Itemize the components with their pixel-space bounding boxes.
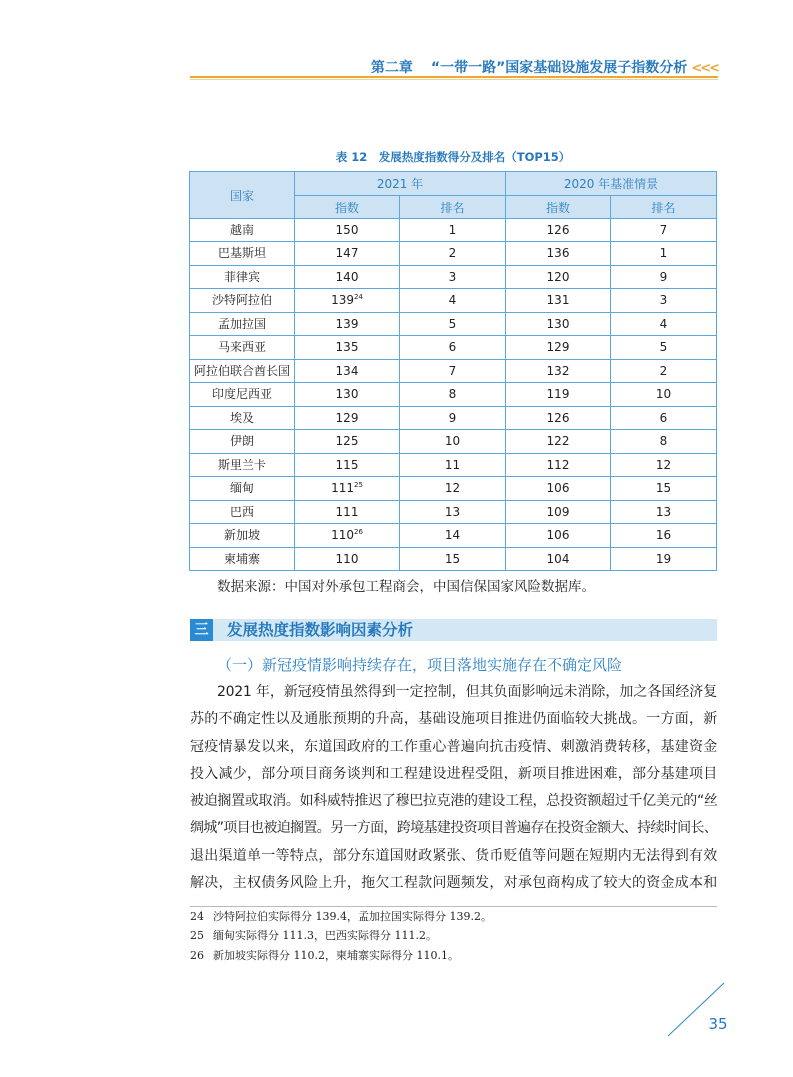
country-cell	[190, 548, 294, 570]
section-number: 三	[190, 619, 213, 641]
rank-2020-cell	[611, 266, 716, 288]
page-number: 35	[708, 1015, 728, 1033]
index-2020-value: 109	[546, 504, 570, 519]
index-2020-value: 132	[546, 363, 570, 378]
country-cell	[190, 219, 294, 241]
index-2020-value: 119	[546, 387, 570, 402]
rank-2020-value: 1	[659, 246, 668, 261]
index-2020-value: 112	[546, 457, 570, 472]
index-2021-value: 111	[331, 481, 354, 496]
index-2021-value: 140	[335, 269, 359, 284]
index-2020-cell	[506, 477, 610, 499]
paragraph-line: 冠疫情暴发以来，东道国政府的工作重心普遍向抗击疫情、刺激消费转移，基建资金	[190, 738, 717, 755]
index-2020-cell	[506, 242, 610, 264]
rank-2020-cell	[611, 407, 716, 429]
country-cell	[190, 242, 294, 264]
country-value: 缅甸	[229, 481, 254, 496]
index-2021-value: 139	[331, 293, 354, 308]
rank-2020-value: 7	[659, 223, 668, 237]
ranking-table	[189, 171, 717, 571]
rank-2021-cell	[400, 383, 505, 405]
data-source-note: 数据来源：中国对外承包工程商会，中国信保国家风险数据库。	[217, 579, 595, 595]
rank-2021-value: 11	[444, 457, 461, 472]
footnote-number: 26	[190, 948, 204, 962]
paragraph-line: 2021 年，新冠疫情虽然得到一定控制，但其负面影响远未消除，加之各国经济复	[217, 684, 717, 700]
rank-2021-cell	[400, 336, 505, 358]
index-2020-value: 106	[546, 481, 570, 496]
header-rank-2020: 排名	[611, 196, 716, 218]
rank-2021-cell	[400, 501, 505, 523]
paragraph-line: 解决，主权债务风险上升，拖欠工程款问题频发，对承包商构成了较大的资金成本和	[190, 875, 717, 892]
rank-2021-cell	[400, 548, 505, 570]
index-2021-value: 147	[335, 246, 359, 261]
country-value: 巴基斯坦	[217, 246, 266, 261]
rank-2021-cell	[400, 407, 505, 429]
footnote	[190, 907, 717, 926]
index-2021-cell	[295, 524, 399, 546]
country-value: 伊朗	[229, 434, 254, 449]
section-title: 发展热度指数影响因素分析	[227, 621, 414, 639]
running-header	[190, 58, 718, 78]
rank-2020-value: 13	[655, 504, 672, 519]
section-heading-bar	[213, 619, 717, 641]
country-value: 新加坡	[223, 528, 260, 543]
country-value: 沙特阿拉伯	[211, 293, 272, 308]
rank-2020-cell	[611, 219, 716, 241]
footnote	[190, 926, 717, 945]
rank-2020-value: 8	[659, 434, 668, 449]
index-2021-value: 134	[335, 363, 359, 378]
chapter-title: “一带一路”国家基础设施发展子指数分析	[430, 60, 688, 76]
index-2021-cell	[295, 454, 399, 476]
index-2021-cell	[295, 407, 399, 429]
index-2021-cell	[295, 430, 399, 452]
subsection-title: （一）新冠疫情影响持续存在，项目落地实施存在不确定风险	[217, 656, 623, 674]
index-2020-value: 131	[546, 293, 570, 308]
paragraph-line: 被迫搁置或取消。如科威特推迟了穆巴拉克港的建设工程，总投资额超过千亿美元的“丝	[190, 793, 717, 810]
rank-2020-cell	[611, 289, 716, 311]
index-2020-cell	[506, 336, 610, 358]
index-2020-cell	[506, 360, 610, 382]
rank-2020-cell	[611, 336, 716, 358]
index-2021-value: 129	[335, 410, 359, 425]
country-value: 越南	[229, 223, 254, 237]
country-cell	[190, 430, 294, 452]
index-2020-cell	[506, 524, 610, 546]
rank-2021-value: 7	[448, 363, 457, 378]
country-cell	[190, 501, 294, 523]
index-2021-value: 110	[335, 551, 359, 566]
rank-2020-cell	[611, 501, 716, 523]
index-2020-cell	[506, 313, 610, 335]
index-2021-cell	[295, 289, 399, 311]
header-2020-baseline: 2020 年基准情景	[506, 172, 716, 195]
rank-2021-cell	[400, 524, 505, 546]
index-2021-value: 125	[335, 434, 359, 449]
rank-2021-cell	[400, 360, 505, 382]
rank-2020-cell	[611, 242, 716, 264]
index-2021-cell	[295, 360, 399, 382]
rank-2021-cell	[400, 477, 505, 499]
footnote-text: 新加坡实际得分 110.2，柬埔寨实际得分 110.1。	[213, 948, 459, 962]
rank-2020-value: 5	[659, 340, 668, 355]
paragraph-line: 退出渠道单一等特点，部分东道国财政紧张、货币贬值等问题在短期内无法得到有效	[190, 847, 717, 864]
body-paragraph	[190, 679, 717, 897]
rank-2020-cell	[611, 430, 716, 452]
index-2020-value: 129	[546, 340, 570, 355]
index-2020-cell	[506, 266, 610, 288]
footnotes	[190, 907, 717, 965]
index-2020-value: 126	[546, 410, 570, 425]
country-value: 孟加拉国	[217, 316, 266, 331]
table-caption: 表 12 发展热度指数得分及排名（TOP15）	[335, 150, 571, 164]
rank-2020-cell	[611, 477, 716, 499]
rank-2021-value: 9	[448, 410, 457, 425]
rank-2021-value: 6	[448, 340, 457, 355]
footnote-text: 缅甸实际得分 111.3，巴西实际得分 111.2。	[213, 929, 437, 943]
index-2020-cell	[506, 289, 610, 311]
index-2020-value: 136	[546, 246, 570, 261]
rank-2020-value: 10	[655, 387, 672, 402]
rank-2020-cell	[611, 524, 716, 546]
index-2021-value: 150	[335, 223, 359, 237]
rank-2021-cell	[400, 289, 505, 311]
rank-2020-value: 4	[659, 316, 668, 331]
index-2021-cell	[295, 548, 399, 570]
footnote-ref: 24	[353, 293, 363, 302]
country-cell	[190, 454, 294, 476]
rank-2021-value: 10	[444, 434, 461, 449]
country-value: 巴西	[229, 504, 254, 519]
rank-2021-cell	[400, 266, 505, 288]
rank-2021-value: 8	[448, 387, 457, 402]
country-cell	[190, 383, 294, 405]
paragraph-line: 绸城”项目也被迫搁置。另一方面，跨境基建投资项目普遍存在投资金额大、持续时间长、	[190, 820, 717, 837]
index-2021-value: 110	[331, 528, 354, 543]
rank-2021-value: 4	[448, 293, 457, 308]
country-value: 斯里兰卡	[217, 457, 266, 472]
rank-2020-value: 9	[659, 269, 668, 284]
footnote-number: 24	[190, 910, 204, 923]
rank-2021-cell	[400, 454, 505, 476]
rank-2020-cell	[611, 548, 716, 570]
header-rank-2021: 排名	[400, 196, 505, 218]
index-2021-value: 135	[335, 340, 359, 355]
chevron-left-triple-icon: <<<	[691, 61, 718, 76]
header-index-2020: 指数	[506, 196, 610, 218]
country-value: 阿拉伯联合酋长国	[193, 363, 290, 378]
rank-2021-cell	[400, 313, 505, 335]
rank-2021-value: 5	[448, 316, 457, 331]
country-cell	[190, 266, 294, 288]
rank-2020-value: 15	[655, 481, 672, 496]
header-rule-secondary	[190, 79, 718, 80]
rank-2021-cell	[400, 219, 505, 241]
rank-2021-value: 15	[444, 551, 461, 566]
index-2021-value: 130	[335, 387, 359, 402]
footnote-ref: 26	[353, 528, 363, 537]
country-cell	[190, 407, 294, 429]
country-cell	[190, 360, 294, 382]
index-2020-cell	[506, 501, 610, 523]
rank-2021-value: 14	[444, 528, 461, 543]
country-cell	[190, 477, 294, 499]
rank-2020-cell	[611, 454, 716, 476]
country-cell	[190, 524, 294, 546]
paragraph-line: 投入减少，部分项目商务谈判和工程建设进程受阻，新项目推进困难，部分基建项目	[190, 765, 717, 782]
rank-2020-value: 16	[655, 528, 672, 543]
rank-2020-value: 6	[659, 410, 668, 425]
index-2021-cell	[295, 266, 399, 288]
index-2020-cell	[506, 430, 610, 452]
index-2020-value: 120	[546, 269, 570, 284]
footnote-text: 沙特阿拉伯实际得分 139.4，孟加拉国实际得分 139.2。	[213, 910, 492, 923]
index-2021-value: 139	[335, 316, 359, 331]
header-2021: 2021 年	[295, 172, 505, 195]
rank-2020-cell	[611, 313, 716, 335]
header-index-2021: 指数	[295, 196, 399, 218]
country-value: 印度尼西亚	[211, 387, 272, 402]
header-rule	[190, 76, 718, 78]
index-2021-cell	[295, 313, 399, 335]
rank-2021-value: 13	[444, 504, 461, 519]
footnote	[190, 946, 717, 965]
index-2020-value: 106	[546, 528, 570, 543]
index-2020-cell	[506, 407, 610, 429]
index-2021-cell	[295, 219, 399, 241]
index-2020-value: 130	[546, 316, 570, 331]
country-cell	[190, 313, 294, 335]
index-2021-cell	[295, 242, 399, 264]
index-2021-cell	[295, 477, 399, 499]
rank-2020-value: 3	[659, 293, 668, 308]
rank-2021-value: 3	[448, 269, 457, 284]
country-cell	[190, 289, 294, 311]
paragraph-line: 苏的不确定性以及通胀预期的升高，基础设施项目推进仍面临较大挑战。一方面，新	[190, 711, 717, 728]
rank-2020-value: 19	[655, 551, 672, 566]
rank-2021-value: 12	[444, 481, 461, 496]
country-value: 马来西亚	[217, 340, 266, 355]
index-2020-cell	[506, 219, 610, 241]
rank-2021-cell	[400, 430, 505, 452]
index-2021-cell	[295, 383, 399, 405]
rank-2020-value: 2	[659, 363, 668, 378]
country-value: 菲律宾	[223, 269, 260, 284]
index-2021-value: 115	[335, 457, 359, 472]
chapter-label: 第二章	[370, 60, 413, 76]
rank-2021-cell	[400, 242, 505, 264]
footnote-number: 25	[190, 929, 204, 943]
index-2021-cell	[295, 501, 399, 523]
index-2020-value: 126	[546, 223, 570, 237]
index-2020-cell	[506, 548, 610, 570]
rank-2021-value: 2	[448, 246, 457, 261]
rank-2020-cell	[611, 383, 716, 405]
index-2020-value: 122	[546, 434, 570, 449]
index-2021-cell	[295, 336, 399, 358]
country-value: 埃及	[229, 410, 254, 425]
rank-2020-value: 12	[655, 457, 672, 472]
index-2020-cell	[506, 383, 610, 405]
index-2020-cell	[506, 454, 610, 476]
country-cell	[190, 336, 294, 358]
index-2020-value: 104	[546, 551, 570, 566]
index-2021-value: 111	[335, 504, 359, 519]
header-country: 国家	[190, 172, 294, 218]
footnote-ref: 25	[353, 481, 363, 490]
rank-2020-cell	[611, 360, 716, 382]
country-value: 柬埔寨	[223, 551, 260, 566]
rank-2021-value: 1	[448, 223, 457, 237]
